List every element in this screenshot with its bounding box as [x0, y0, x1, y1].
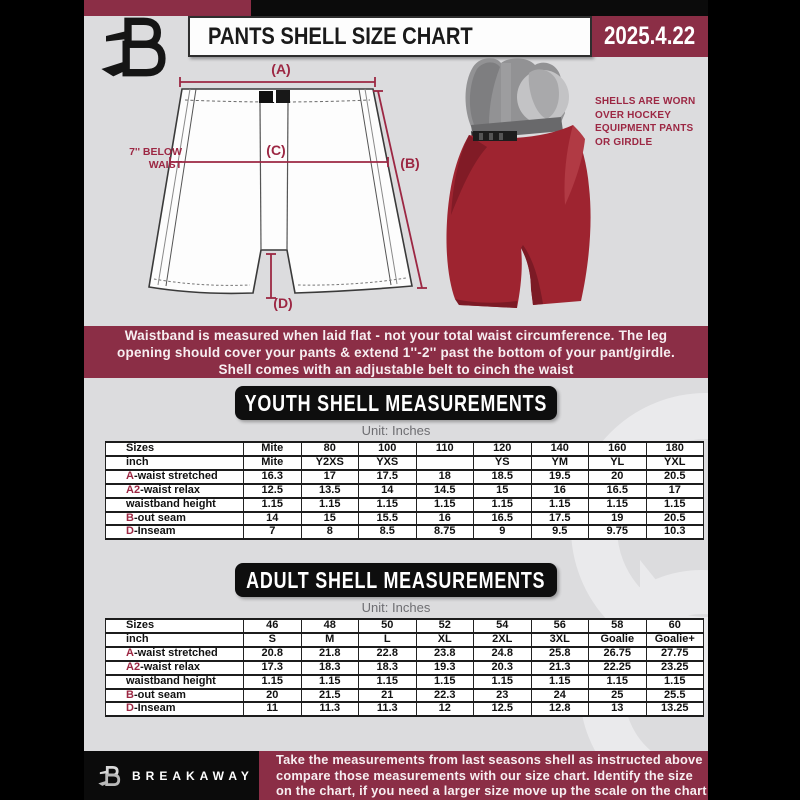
- table-cell: 46: [244, 619, 302, 633]
- table-cell: 1.15: [474, 498, 532, 512]
- table-cell: 52: [416, 619, 474, 633]
- table-cell: 13: [589, 702, 647, 716]
- table-cell: 14.5: [416, 484, 474, 498]
- table-cell: 8.5: [359, 525, 417, 539]
- table-cell: 80: [301, 442, 359, 456]
- table-row: [106, 442, 704, 456]
- measure-label-d: (D): [273, 295, 293, 311]
- row-label: A-waist stretched: [106, 470, 244, 484]
- header-black-band: [251, 0, 708, 16]
- table-cell: 24: [531, 689, 589, 703]
- table-cell: 1.15: [359, 675, 417, 689]
- measure-label-a: (A): [271, 61, 291, 77]
- table-cell: 11: [244, 702, 302, 716]
- measure-label-b: (B): [400, 155, 420, 171]
- table-cell: 60: [646, 619, 704, 633]
- row-label: A-waist stretched: [106, 647, 244, 661]
- table-cell: 25.8: [531, 647, 589, 661]
- table-row: [106, 470, 704, 484]
- table-cell: 8: [301, 525, 359, 539]
- table-cell: 17.5: [531, 512, 589, 526]
- table-row: [106, 619, 704, 633]
- table-cell: 23: [474, 689, 532, 703]
- table-row: [106, 484, 704, 498]
- row-label: A2-waist relax: [106, 661, 244, 675]
- table-row: [106, 456, 704, 470]
- table-cell: 1.15: [531, 675, 589, 689]
- table-cell: 10.3: [646, 525, 704, 539]
- table-cell: 14: [244, 512, 302, 526]
- table-cell: 20.5: [646, 512, 704, 526]
- table-cell: 110: [416, 442, 474, 456]
- table-cell: 22.25: [589, 661, 647, 675]
- row-label: B-out seam: [106, 689, 244, 703]
- table-row: [106, 633, 704, 647]
- table-cell: 1.15: [359, 498, 417, 512]
- date-badge: [592, 16, 708, 57]
- table-cell: 1.15: [646, 675, 704, 689]
- table-cell: 17.3: [244, 661, 302, 675]
- youth-section-title: YOUTH SHELL MEASUREMENTS: [244, 389, 548, 416]
- table-cell: 1.15: [416, 675, 474, 689]
- table-row: [106, 689, 704, 703]
- table-cell: 20.8: [244, 647, 302, 661]
- page-title: PANTS SHELL SIZE CHART: [208, 22, 473, 50]
- table-cell: 12.5: [474, 702, 532, 716]
- table-cell: 7: [244, 525, 302, 539]
- adult-measurements-table: [105, 618, 704, 717]
- table-cell: 1.15: [646, 498, 704, 512]
- table-cell: 12: [416, 702, 474, 716]
- table-cell: 25.5: [646, 689, 704, 703]
- table-cell: 20.5: [646, 470, 704, 484]
- table-cell: 54: [474, 619, 532, 633]
- breakaway-logo-icon: [98, 14, 180, 80]
- table-cell: 11.3: [301, 702, 359, 716]
- table-cell: 9: [474, 525, 532, 539]
- measure-label-c: (C): [266, 142, 286, 158]
- table-cell: YS: [474, 456, 532, 470]
- table-row: [106, 512, 704, 526]
- table-cell: 48: [301, 619, 359, 633]
- youth-section-banner: [235, 386, 557, 420]
- table-cell: 18.3: [301, 661, 359, 675]
- table-cell: 23.25: [646, 661, 704, 675]
- table-cell: 58: [589, 619, 647, 633]
- table-row: [106, 647, 704, 661]
- table-cell: 17: [301, 470, 359, 484]
- date-text: 2025.4.22: [604, 22, 696, 50]
- table-cell: 19.3: [416, 661, 474, 675]
- table-cell: Mite: [244, 442, 302, 456]
- shorts-measurement-diagram: [140, 58, 450, 320]
- table-cell: 1.15: [589, 675, 647, 689]
- page-background: [84, 0, 708, 800]
- brand-name: BREAKAWAY: [132, 768, 254, 783]
- table-cell: 15: [474, 484, 532, 498]
- table-cell: 9.5: [531, 525, 589, 539]
- table-cell: 13.25: [646, 702, 704, 716]
- table-cell: Goalie: [589, 633, 647, 647]
- table-cell: 1.15: [416, 498, 474, 512]
- table-cell: 180: [646, 442, 704, 456]
- table-cell: 50: [359, 619, 417, 633]
- table-cell: 12.5: [244, 484, 302, 498]
- table-cell: 24.8: [474, 647, 532, 661]
- table-cell: 2XL: [474, 633, 532, 647]
- table-cell: 140: [531, 442, 589, 456]
- table-cell: 15: [301, 512, 359, 526]
- table-cell: Y2XS: [301, 456, 359, 470]
- below-waist-note: 7'' BELOW WAIST: [129, 146, 182, 171]
- table-row: [106, 525, 704, 539]
- row-label: D-Inseam: [106, 525, 244, 539]
- table-cell: 1.15: [301, 675, 359, 689]
- table-cell: 27.75: [646, 647, 704, 661]
- table-cell: 13.5: [301, 484, 359, 498]
- row-label: B-out seam: [106, 512, 244, 526]
- shell-worn-photo: [443, 55, 603, 320]
- table-cell: 16: [416, 512, 474, 526]
- table-cell: L: [359, 633, 417, 647]
- table-cell: 16: [531, 484, 589, 498]
- table-cell: Goalie+: [646, 633, 704, 647]
- table-cell: [416, 456, 474, 470]
- table-cell: 22.3: [416, 689, 474, 703]
- table-cell: 21.8: [301, 647, 359, 661]
- table-cell: 11.3: [359, 702, 417, 716]
- row-label: Sizes: [106, 619, 244, 633]
- row-label: A2-waist relax: [106, 484, 244, 498]
- table-cell: 12.8: [531, 702, 589, 716]
- table-cell: 17: [646, 484, 704, 498]
- table-cell: YXL: [646, 456, 704, 470]
- table-cell: 8.75: [416, 525, 474, 539]
- table-cell: 20: [589, 470, 647, 484]
- breakaway-footer-logo-icon: [98, 764, 124, 788]
- table-cell: 26.75: [589, 647, 647, 661]
- adult-section-title: ADULT SHELL MEASUREMENTS: [246, 566, 546, 593]
- table-cell: 1.15: [244, 675, 302, 689]
- table-cell: 22.8: [359, 647, 417, 661]
- row-label: waistband height: [106, 675, 244, 689]
- table-cell: 14: [359, 484, 417, 498]
- table-row: [106, 498, 704, 512]
- table-row: [106, 675, 704, 689]
- table-cell: 1.15: [244, 498, 302, 512]
- table-cell: 16.3: [244, 470, 302, 484]
- table-cell: S: [244, 633, 302, 647]
- table-cell: 21.5: [301, 689, 359, 703]
- table-cell: 19: [589, 512, 647, 526]
- table-cell: 18: [416, 470, 474, 484]
- table-row: [106, 661, 704, 675]
- table-cell: 3XL: [531, 633, 589, 647]
- table-cell: 20.3: [474, 661, 532, 675]
- table-cell: 1.15: [474, 675, 532, 689]
- table-cell: 100: [359, 442, 417, 456]
- table-cell: 21: [359, 689, 417, 703]
- table-row: [106, 702, 704, 716]
- table-cell: 15.5: [359, 512, 417, 526]
- table-cell: 1.15: [301, 498, 359, 512]
- youth-measurements-table: [105, 441, 704, 540]
- table-cell: 1.15: [589, 498, 647, 512]
- table-cell: 19.5: [531, 470, 589, 484]
- table-cell: M: [301, 633, 359, 647]
- footer-brand-box: [84, 751, 259, 800]
- table-cell: YXS: [359, 456, 417, 470]
- table-cell: 120: [474, 442, 532, 456]
- table-cell: 21.3: [531, 661, 589, 675]
- table-cell: 25: [589, 689, 647, 703]
- youth-unit-label: Unit: Inches: [361, 423, 431, 438]
- table-cell: 18.5: [474, 470, 532, 484]
- title-bar: [188, 16, 592, 57]
- row-label: waistband height: [106, 498, 244, 512]
- table-cell: 9.75: [589, 525, 647, 539]
- table-cell: 56: [531, 619, 589, 633]
- table-cell: YM: [531, 456, 589, 470]
- table-cell: 16.5: [474, 512, 532, 526]
- table-cell: 23.8: [416, 647, 474, 661]
- adult-unit-label: Unit: Inches: [361, 600, 431, 615]
- table-cell: YL: [589, 456, 647, 470]
- row-label: Sizes: [106, 442, 244, 456]
- footer-instructions: Take the measurements from last seasons shell as instructed above compare those measurements with our size chart. Identify the size on the chart, if you need a larger size move up the scale on the chart: [259, 751, 708, 800]
- measurement-notice-banner: Waistband is measured when laid flat - not your total waist circumference. The leg opening should cover your pants & extend 1''-2'' past the bottom of your pant/girdle. Shell comes with an adjustable belt to cinch the waist: [84, 326, 708, 378]
- table-cell: 16.5: [589, 484, 647, 498]
- table-cell: 20: [244, 689, 302, 703]
- row-label: D-Inseam: [106, 702, 244, 716]
- table-cell: 18.3: [359, 661, 417, 675]
- adult-section-banner: [235, 563, 557, 597]
- row-label: inch: [106, 456, 244, 470]
- table-cell: 160: [589, 442, 647, 456]
- table-cell: 1.15: [531, 498, 589, 512]
- table-cell: 17.5: [359, 470, 417, 484]
- table-cell: Mite: [244, 456, 302, 470]
- row-label: inch: [106, 633, 244, 647]
- photo-note: SHELLS ARE WORN OVER HOCKEY EQUIPMENT PANTS OR GIRDLE: [595, 96, 696, 148]
- table-cell: XL: [416, 633, 474, 647]
